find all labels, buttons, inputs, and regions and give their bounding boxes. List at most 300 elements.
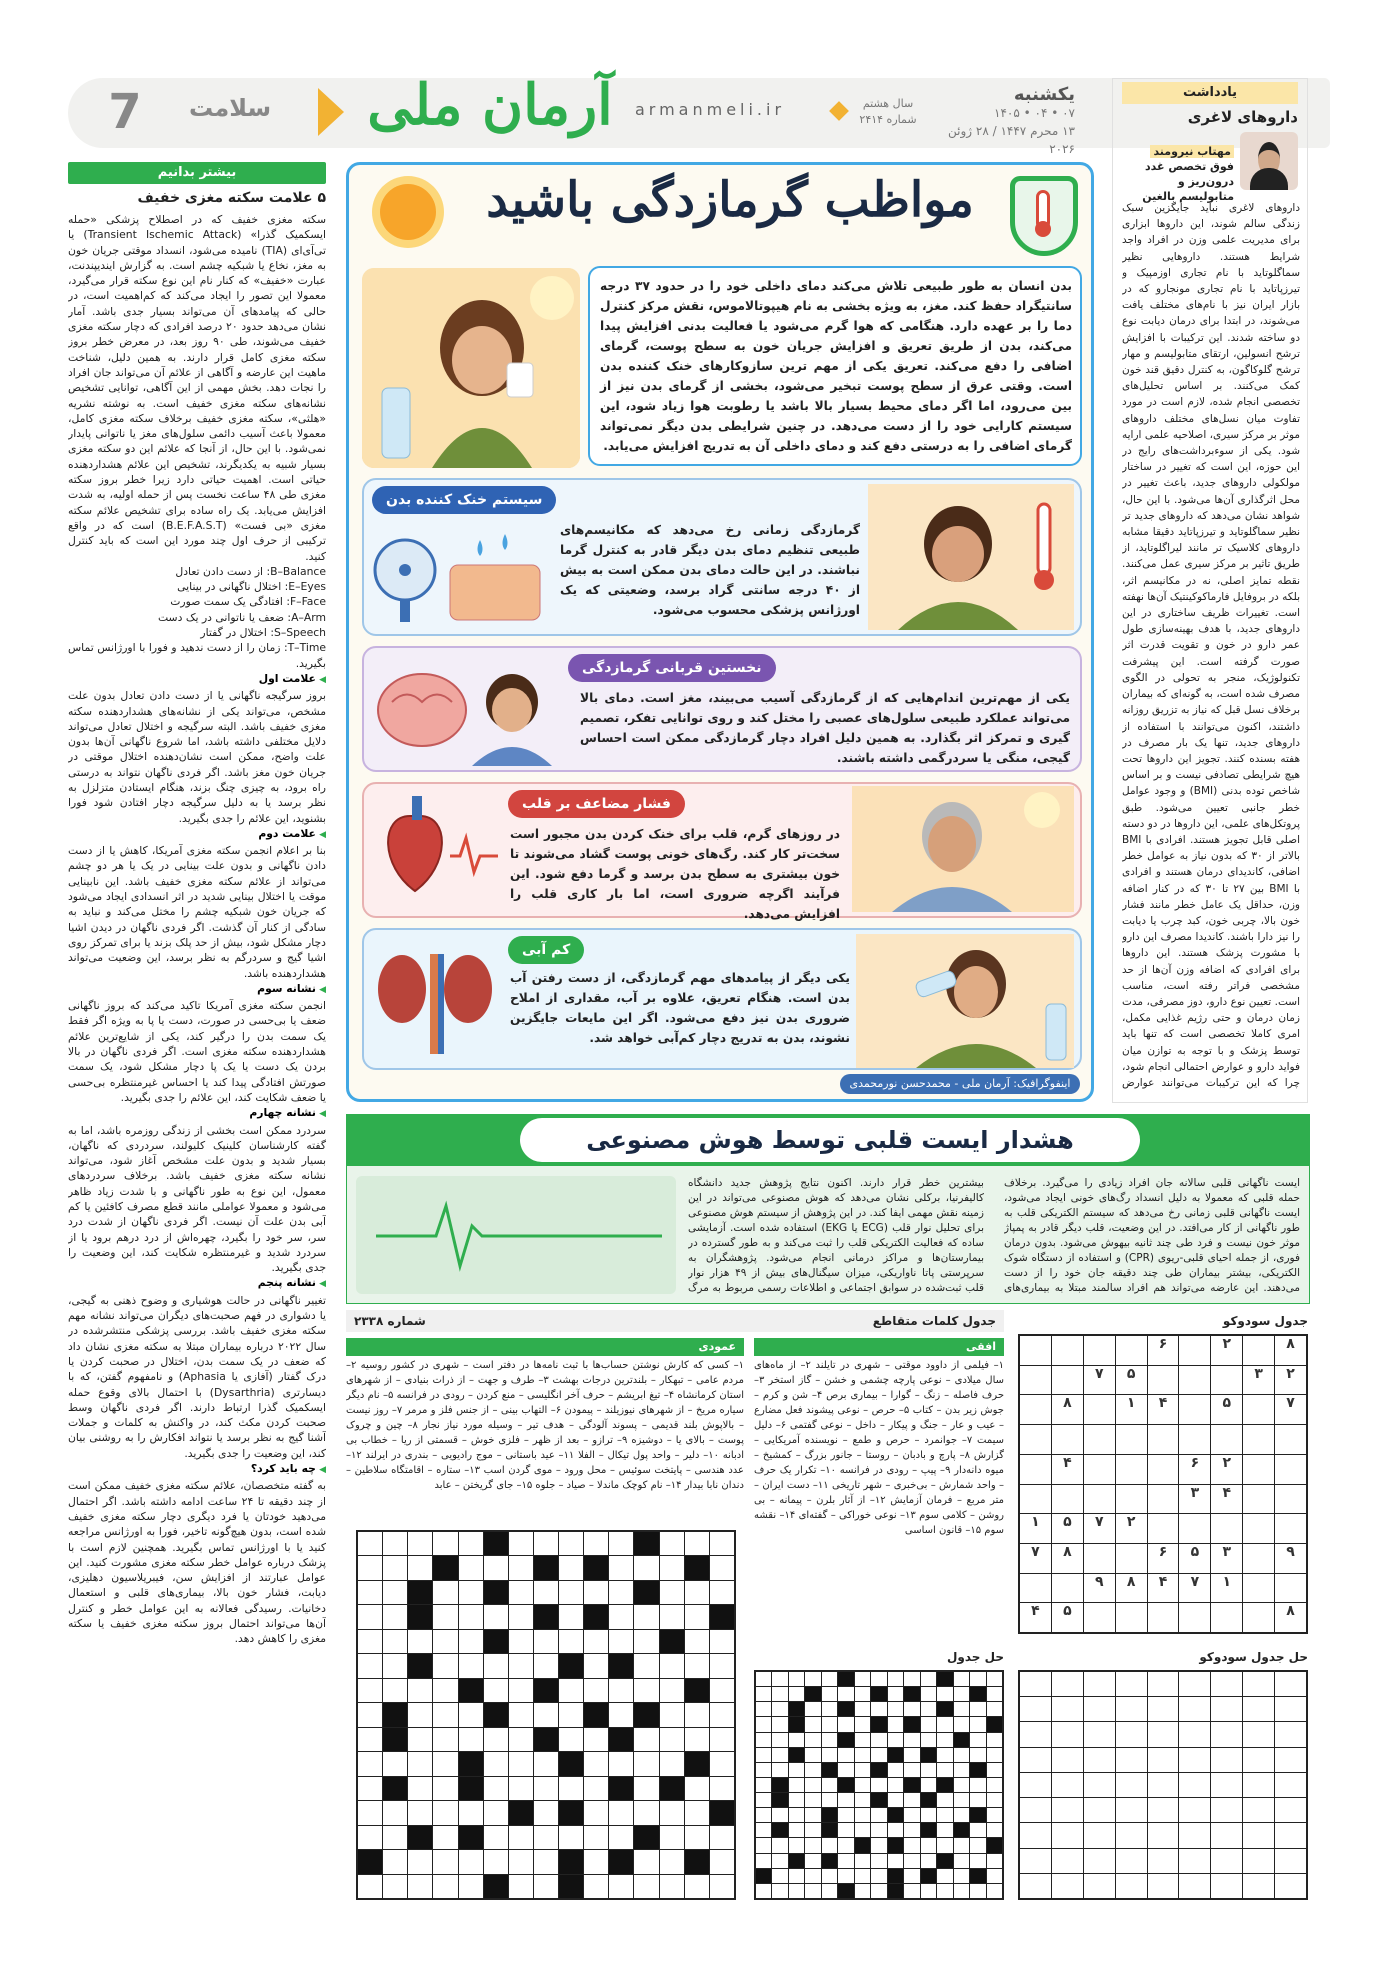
crossword-cell[interactable]: [358, 1703, 382, 1726]
sudoku-cell[interactable]: ۸: [1275, 1603, 1306, 1632]
crossword-cell[interactable]: [559, 1826, 583, 1849]
crossword-cell[interactable]: [559, 1581, 583, 1604]
crossword-cell[interactable]: [559, 1532, 583, 1555]
sudoku-cell[interactable]: ۲: [1116, 1514, 1147, 1543]
crossword-cell[interactable]: [358, 1826, 382, 1849]
crossword-cell[interactable]: [433, 1801, 457, 1824]
sudoku-cell[interactable]: ۹: [1084, 1574, 1115, 1603]
sudoku-cell[interactable]: [1052, 1425, 1083, 1454]
crossword-cell[interactable]: [660, 1556, 684, 1579]
crossword-cell[interactable]: [383, 1752, 407, 1775]
sudoku-cell[interactable]: [1211, 1366, 1242, 1395]
crossword-cell[interactable]: [383, 1581, 407, 1604]
crossword-cell[interactable]: [634, 1679, 658, 1702]
crossword-cell[interactable]: [459, 1850, 483, 1873]
crossword-cell[interactable]: [358, 1654, 382, 1677]
crossword-cell[interactable]: [534, 1581, 558, 1604]
crossword-cell[interactable]: [584, 1752, 608, 1775]
crossword-cell[interactable]: [408, 1679, 432, 1702]
crossword-cell[interactable]: [660, 1801, 684, 1824]
sudoku-cell[interactable]: ۵: [1179, 1544, 1210, 1573]
crossword-cell[interactable]: [484, 1654, 508, 1677]
crossword-solution-cell: [789, 1869, 804, 1883]
sudoku-cell[interactable]: [1179, 1425, 1210, 1454]
sudoku-cell[interactable]: [1116, 1336, 1147, 1365]
crossword-cell[interactable]: [459, 1556, 483, 1579]
sudoku-cell[interactable]: ۸: [1116, 1574, 1147, 1603]
crossword-cell[interactable]: [383, 1826, 407, 1849]
sudoku-cell[interactable]: [1148, 1485, 1179, 1514]
sudoku-cell[interactable]: [1211, 1425, 1242, 1454]
sudoku-cell[interactable]: ۱: [1116, 1395, 1147, 1424]
crossword-cell[interactable]: [660, 1826, 684, 1849]
crossword-cell[interactable]: [408, 1752, 432, 1775]
sudoku-solution-cell: [1179, 1697, 1210, 1721]
sudoku-cell[interactable]: [1052, 1366, 1083, 1395]
sudoku-cell[interactable]: ۲: [1275, 1366, 1306, 1395]
crossword-cell[interactable]: [433, 1703, 457, 1726]
crossword-cell[interactable]: [534, 1532, 558, 1555]
crossword-cell[interactable]: [710, 1752, 734, 1775]
sudoku-cell[interactable]: ۷: [1020, 1544, 1051, 1573]
crossword-cell[interactable]: [710, 1826, 734, 1849]
crossword-cell[interactable]: [459, 1703, 483, 1726]
sudoku-cell[interactable]: ۷: [1084, 1514, 1115, 1543]
sudoku-cell[interactable]: ۷: [1084, 1366, 1115, 1395]
sudoku-cell[interactable]: ۵: [1211, 1395, 1242, 1424]
crossword-cell[interactable]: [408, 1850, 432, 1873]
crossword-cell[interactable]: [534, 1703, 558, 1726]
crossword-cell[interactable]: [609, 1752, 633, 1775]
sudoku-cell[interactable]: [1275, 1425, 1306, 1454]
crossword-cell[interactable]: [484, 1826, 508, 1849]
sudoku-cell[interactable]: [1148, 1603, 1179, 1632]
sudoku-cell[interactable]: [1211, 1603, 1242, 1632]
crossword-cell[interactable]: [433, 1532, 457, 1555]
crossword-cell[interactable]: [358, 1679, 382, 1702]
crossword-cell[interactable]: [584, 1581, 608, 1604]
sudoku-solution-cell: [1084, 1697, 1115, 1721]
sudoku-cell[interactable]: [1020, 1455, 1051, 1484]
crossword-cell[interactable]: [584, 1850, 608, 1873]
crossword-cell[interactable]: [408, 1703, 432, 1726]
website-address[interactable]: armanmeli.ir: [634, 100, 786, 119]
crossword-cell[interactable]: [383, 1556, 407, 1579]
sudoku-cell[interactable]: [1052, 1574, 1083, 1603]
crossword-cell[interactable]: [509, 1556, 533, 1579]
sudoku-cell[interactable]: ۳: [1243, 1366, 1274, 1395]
sudoku-cell[interactable]: [1243, 1603, 1274, 1632]
crossword-cell[interactable]: [710, 1679, 734, 1702]
sudoku-cell[interactable]: [1084, 1485, 1115, 1514]
sudoku-cell[interactable]: ۴: [1020, 1603, 1051, 1632]
crossword-solution-cell: [756, 1687, 771, 1701]
crossword-cell[interactable]: [634, 1630, 658, 1653]
crossword-cell[interactable]: [609, 1801, 633, 1824]
crossword-cell[interactable]: [660, 1581, 684, 1604]
sudoku-cell[interactable]: [1020, 1574, 1051, 1603]
crossword-cell[interactable]: [559, 1777, 583, 1800]
sudoku-cell[interactable]: ۳: [1211, 1544, 1242, 1573]
sudoku-cell[interactable]: [1020, 1336, 1051, 1365]
crossword-cell[interactable]: [433, 1728, 457, 1751]
crossword-cell[interactable]: [584, 1532, 608, 1555]
crossword-cell[interactable]: [660, 1752, 684, 1775]
sudoku-cell[interactable]: ۵: [1116, 1366, 1147, 1395]
sudoku-cell[interactable]: [1116, 1544, 1147, 1573]
crossword-cell[interactable]: [534, 1801, 558, 1824]
crossword-cell[interactable]: [484, 1850, 508, 1873]
crossword-cell[interactable]: [459, 1532, 483, 1555]
crossword-solution-cell: [838, 1763, 853, 1777]
crossword-cell[interactable]: [509, 1752, 533, 1775]
crossword-cell[interactable]: [609, 1605, 633, 1628]
crossword-cell[interactable]: [609, 1581, 633, 1604]
sudoku-cell[interactable]: [1243, 1544, 1274, 1573]
crossword-cell[interactable]: [559, 1679, 583, 1702]
crossword-cell[interactable]: [433, 1654, 457, 1677]
crossword-cell[interactable]: [484, 1801, 508, 1824]
crossword-cell[interactable]: [358, 1801, 382, 1824]
crossword-cell[interactable]: [509, 1605, 533, 1628]
sudoku-cell[interactable]: [1148, 1425, 1179, 1454]
crossword-cell[interactable]: [685, 1532, 709, 1555]
crossword-cell[interactable]: [408, 1801, 432, 1824]
sudoku-solution-title: حل جدول سودوکو: [1199, 1650, 1308, 1664]
crossword-cell[interactable]: [408, 1630, 432, 1653]
crossword-cell[interactable]: [584, 1679, 608, 1702]
sudoku-cell[interactable]: [1179, 1366, 1210, 1395]
sudoku-solution-cell: [1179, 1798, 1210, 1822]
sudoku-cell[interactable]: ۶: [1179, 1455, 1210, 1484]
crossword-cell[interactable]: [509, 1703, 533, 1726]
sudoku-cell[interactable]: [1084, 1603, 1115, 1632]
crossword-grid[interactable]: [356, 1530, 736, 1900]
crossword-cell[interactable]: [685, 1777, 709, 1800]
crossword-cell[interactable]: [383, 1679, 407, 1702]
crossword-cell[interactable]: [685, 1728, 709, 1751]
crossword-cell[interactable]: [534, 1826, 558, 1849]
crossword-cell[interactable]: [433, 1752, 457, 1775]
sudoku-cell[interactable]: [1243, 1514, 1274, 1543]
crossword-cell[interactable]: [634, 1654, 658, 1677]
sudoku-solution-cell: [1116, 1849, 1147, 1873]
sudoku-cell[interactable]: [1020, 1395, 1051, 1424]
crossword-cell[interactable]: [634, 1556, 658, 1579]
sudoku-cell[interactable]: ۷: [1179, 1574, 1210, 1603]
crossword-cell[interactable]: [609, 1556, 633, 1579]
sudoku-cell[interactable]: [1116, 1425, 1147, 1454]
crossword-cell[interactable]: [685, 1654, 709, 1677]
crossword-cell[interactable]: [660, 1850, 684, 1873]
crossword-cell[interactable]: [509, 1679, 533, 1702]
crossword-cell[interactable]: [534, 1630, 558, 1653]
sudoku-cell[interactable]: ۱: [1020, 1514, 1051, 1543]
crossword-cell[interactable]: [459, 1581, 483, 1604]
crossword-cell[interactable]: [609, 1703, 633, 1726]
crossword-cell[interactable]: [459, 1875, 483, 1898]
crossword-cell[interactable]: [710, 1532, 734, 1555]
crossword-cell[interactable]: [358, 1630, 382, 1653]
crossword-cell[interactable]: [509, 1630, 533, 1653]
crossword-cell[interactable]: [685, 1581, 709, 1604]
crossword-cell[interactable]: [383, 1630, 407, 1653]
sudoku-cell[interactable]: ۵: [1052, 1603, 1083, 1632]
crossword-cell[interactable]: [509, 1777, 533, 1800]
crossword-cell[interactable]: [459, 1801, 483, 1824]
crossword-cell[interactable]: [685, 1875, 709, 1898]
crossword-cell[interactable]: [584, 1654, 608, 1677]
sudoku-solution-cell: [1020, 1773, 1051, 1797]
crossword-cell[interactable]: [534, 1875, 558, 1898]
crossword-cell[interactable]: [609, 1826, 633, 1849]
sudoku-cell[interactable]: ۸: [1275, 1336, 1306, 1365]
crossword-solution-cell: [871, 1702, 886, 1716]
crossword-cell[interactable]: [710, 1703, 734, 1726]
crossword-cell[interactable]: [685, 1801, 709, 1824]
crossword-cell[interactable]: [584, 1826, 608, 1849]
crossword-cell[interactable]: [358, 1875, 382, 1898]
sudoku-cell[interactable]: [1243, 1395, 1274, 1424]
crossword-cell[interactable]: [710, 1850, 734, 1873]
sudoku-cell[interactable]: [1243, 1425, 1274, 1454]
crossword-cell[interactable]: [584, 1777, 608, 1800]
sudoku-cell[interactable]: [1275, 1455, 1306, 1484]
crossword-cell: [634, 1826, 658, 1849]
crossword-cell[interactable]: [433, 1777, 457, 1800]
crossword-cell[interactable]: [433, 1875, 457, 1898]
crossword-cell[interactable]: [634, 1850, 658, 1873]
sudoku-cell[interactable]: [1148, 1366, 1179, 1395]
crossword-cell[interactable]: [484, 1777, 508, 1800]
crossword-cell[interactable]: [559, 1605, 583, 1628]
sudoku-cell[interactable]: [1275, 1574, 1306, 1603]
crossword-cell[interactable]: [685, 1605, 709, 1628]
sudoku-cell[interactable]: [1148, 1514, 1179, 1543]
crossword-cell[interactable]: [383, 1605, 407, 1628]
crossword-cell[interactable]: [509, 1532, 533, 1555]
crossword-cell[interactable]: [408, 1777, 432, 1800]
crossword-cell[interactable]: [534, 1777, 558, 1800]
crossword-solution-cell: [921, 1838, 936, 1852]
crossword-cell[interactable]: [484, 1728, 508, 1751]
crossword-cell[interactable]: [660, 1605, 684, 1628]
crossword-cell[interactable]: [358, 1581, 382, 1604]
sudoku-cell[interactable]: ۴: [1148, 1574, 1179, 1603]
crossword-cell[interactable]: [710, 1728, 734, 1751]
sudoku-cell[interactable]: [1243, 1336, 1274, 1365]
sudoku-cell[interactable]: [1275, 1485, 1306, 1514]
crossword-cell[interactable]: [634, 1801, 658, 1824]
crossword-cell[interactable]: [660, 1703, 684, 1726]
crossword-cell[interactable]: [584, 1801, 608, 1824]
crossword-cell[interactable]: [383, 1654, 407, 1677]
crossword-cell[interactable]: [484, 1605, 508, 1628]
sudoku-cell[interactable]: ۲: [1211, 1336, 1242, 1365]
crossword-cell[interactable]: [433, 1581, 457, 1604]
crossword-cell[interactable]: [459, 1630, 483, 1653]
crossword-cell[interactable]: [710, 1654, 734, 1677]
crossword-cell[interactable]: [660, 1728, 684, 1751]
sudoku-cell[interactable]: [1179, 1603, 1210, 1632]
crossword-cell[interactable]: [634, 1752, 658, 1775]
crossword-cell[interactable]: [584, 1875, 608, 1898]
sudoku-cell[interactable]: [1148, 1455, 1179, 1484]
crossword-solution-cell: [822, 1702, 837, 1716]
sudoku-cell[interactable]: [1243, 1485, 1274, 1514]
sudoku-cell[interactable]: [1179, 1514, 1210, 1543]
page-number: 7: [108, 84, 142, 140]
crossword-solution-cell: [871, 1823, 886, 1837]
crossword-cell[interactable]: [710, 1875, 734, 1898]
crossword-cell[interactable]: [660, 1679, 684, 1702]
sudoku-cell[interactable]: [1052, 1336, 1083, 1365]
crossword-cell[interactable]: [509, 1826, 533, 1849]
sudoku-cell[interactable]: ۹: [1275, 1544, 1306, 1573]
sudoku-cell[interactable]: [1084, 1395, 1115, 1424]
crossword-solution-cell: [937, 1763, 952, 1777]
crossword-cell[interactable]: [433, 1630, 457, 1653]
sudoku-cell[interactable]: ۲: [1211, 1455, 1242, 1484]
crossword-cell[interactable]: [459, 1654, 483, 1677]
crossword-cell[interactable]: [660, 1532, 684, 1555]
crossword-cell[interactable]: [459, 1605, 483, 1628]
crossword-cell[interactable]: [383, 1801, 407, 1824]
crossword-cell[interactable]: [534, 1752, 558, 1775]
sudoku-cell[interactable]: ۷: [1275, 1395, 1306, 1424]
crossword-cell[interactable]: [609, 1875, 633, 1898]
sudoku-cell[interactable]: ۴: [1148, 1395, 1179, 1424]
crossword-cell[interactable]: [509, 1728, 533, 1751]
crossword-cell[interactable]: [509, 1654, 533, 1677]
crossword-cell[interactable]: [383, 1875, 407, 1898]
crossword-cell[interactable]: [559, 1703, 583, 1726]
sudoku-cell[interactable]: [1084, 1336, 1115, 1365]
sudoku-cell[interactable]: ۳: [1179, 1485, 1210, 1514]
crossword-cell[interactable]: [358, 1728, 382, 1751]
crossword-solution-cell: [954, 1763, 969, 1777]
crossword-cell[interactable]: [408, 1556, 432, 1579]
crossword-cell[interactable]: [509, 1875, 533, 1898]
crossword-solution-cell: [987, 1763, 1002, 1777]
sudoku-cell[interactable]: [1116, 1485, 1147, 1514]
sudoku-cell[interactable]: ۱: [1211, 1574, 1242, 1603]
crossword-cell[interactable]: [559, 1556, 583, 1579]
sudoku-cell[interactable]: [1084, 1455, 1115, 1484]
crossword-cell[interactable]: [358, 1532, 382, 1555]
sudoku-cell[interactable]: [1020, 1366, 1051, 1395]
crossword-cell[interactable]: [685, 1826, 709, 1849]
crossword-cell[interactable]: [459, 1728, 483, 1751]
crossword-cell[interactable]: [710, 1777, 734, 1800]
crossword-cell[interactable]: [509, 1850, 533, 1873]
crossword-cell[interactable]: [358, 1556, 382, 1579]
sudoku-cell[interactable]: [1179, 1395, 1210, 1424]
sudoku-cell[interactable]: [1020, 1485, 1051, 1514]
sudoku-cell[interactable]: [1020, 1425, 1051, 1454]
crossword-solution-cell: [888, 1733, 903, 1747]
sudoku-cell[interactable]: [1084, 1544, 1115, 1573]
sudoku-cell[interactable]: ۸: [1052, 1395, 1083, 1424]
sudoku-cell[interactable]: [1084, 1425, 1115, 1454]
crossword-cell[interactable]: [358, 1752, 382, 1775]
sudoku-cell[interactable]: ۸: [1052, 1544, 1083, 1573]
sudoku-cell[interactable]: [1179, 1336, 1210, 1365]
crossword-cell[interactable]: [433, 1679, 457, 1702]
crossword-cell[interactable]: [358, 1777, 382, 1800]
crossword-cell[interactable]: [433, 1826, 457, 1849]
crossword-cell[interactable]: [634, 1605, 658, 1628]
sudoku-cell[interactable]: ۵: [1052, 1514, 1083, 1543]
crossword-solution-cell: [838, 1778, 853, 1792]
crossword-cell[interactable]: [634, 1875, 658, 1898]
crossword-cell[interactable]: [358, 1605, 382, 1628]
crossword-cell[interactable]: [408, 1728, 432, 1751]
crossword-cell[interactable]: [433, 1850, 457, 1873]
crossword-cell[interactable]: [584, 1630, 608, 1653]
sudoku-cell[interactable]: ۴: [1052, 1455, 1083, 1484]
sudoku-cell[interactable]: ۶: [1148, 1544, 1179, 1573]
sudoku-cell[interactable]: [1116, 1455, 1147, 1484]
crossword-cell[interactable]: [534, 1654, 558, 1677]
crossword-cell[interactable]: [710, 1630, 734, 1653]
crossword-cell[interactable]: [484, 1556, 508, 1579]
sudoku-cell[interactable]: [1243, 1455, 1274, 1484]
crossword-cell[interactable]: [710, 1581, 734, 1604]
crossword-cell[interactable]: [433, 1605, 457, 1628]
crossword-cell[interactable]: [685, 1703, 709, 1726]
sudoku-cell[interactable]: [1211, 1514, 1242, 1543]
crossword-cell[interactable]: [685, 1630, 709, 1653]
crossword-cell[interactable]: [634, 1728, 658, 1751]
crossword-cell[interactable]: [534, 1850, 558, 1873]
crossword-cell[interactable]: [559, 1630, 583, 1653]
crossword-solution-cell: [822, 1763, 837, 1777]
card-text: گرمازدگی زمانی رخ می‌دهد که مکانیسم‌های طبیعی تنظیم دمای بدن دیگر قادر به کنترل گرما نباشند. در این حالت دمای بدن ممکن است به بیش از ۴۰ درجه سانتی گراد برسد، وضعیتی که یک اورژانس پزشکی محسوب می‌شود.: [560, 523, 860, 617]
crossword-cell[interactable]: [660, 1875, 684, 1898]
crossword-cell[interactable]: [484, 1679, 508, 1702]
crossword-cell: [484, 1630, 508, 1653]
crossword-cell[interactable]: [383, 1532, 407, 1555]
crossword-cell[interactable]: [609, 1532, 633, 1555]
crossword-solution-cell: [838, 1702, 853, 1716]
crossword-cell[interactable]: [634, 1777, 658, 1800]
crossword-cell[interactable]: [509, 1581, 533, 1604]
crossword-cell[interactable]: [584, 1728, 608, 1751]
sudoku-cell[interactable]: ۴: [1211, 1485, 1242, 1514]
crossword-cell[interactable]: [408, 1532, 432, 1555]
sudoku-grid[interactable]: [1018, 1334, 1308, 1634]
crossword-cell[interactable]: [559, 1728, 583, 1751]
crossword-solution-cell: [970, 1672, 985, 1686]
sudoku-cell[interactable]: [1243, 1574, 1274, 1603]
crossword-cell[interactable]: [484, 1752, 508, 1775]
crossword-cell[interactable]: [383, 1850, 407, 1873]
sudoku-cell[interactable]: [1052, 1485, 1083, 1514]
crossword-cell[interactable]: [609, 1630, 633, 1653]
crossword-cell[interactable]: [710, 1556, 734, 1579]
crossword-cell[interactable]: [609, 1679, 633, 1702]
crossword-cell[interactable]: [408, 1875, 432, 1898]
sudoku-cell[interactable]: [1275, 1514, 1306, 1543]
sudoku-cell[interactable]: [1116, 1603, 1147, 1632]
crossword-solution-cell: [954, 1869, 969, 1883]
sudoku-cell[interactable]: ۶: [1148, 1336, 1179, 1365]
crossword-solution-cell: [937, 1687, 952, 1701]
crossword-cell[interactable]: [660, 1654, 684, 1677]
sudoku-solution-cell: [1243, 1823, 1274, 1847]
fast-item: A–Arm: ضعف یا ناتوانی در یک دست: [157, 610, 326, 624]
